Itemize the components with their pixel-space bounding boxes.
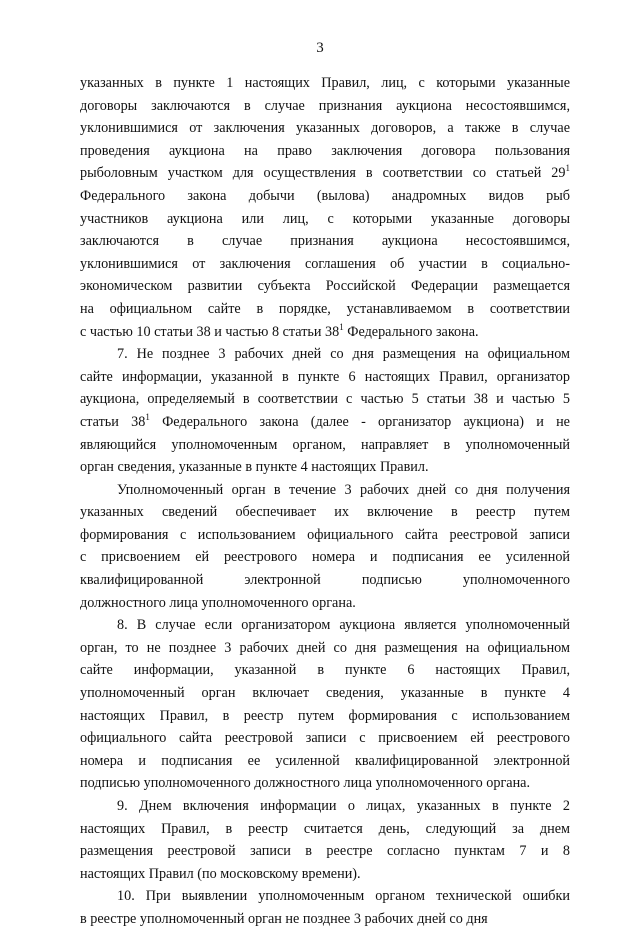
- document-body: [80, 72, 570, 931]
- text-line: [80, 162, 570, 185]
- text-run: официального сайта реестровой записи с присвоением ей реестрового: [80, 730, 570, 747]
- text-run: формирования с использованием официального сайта реестровой записи: [80, 526, 570, 543]
- text-run: настоящих Правил, в реестр путем формирования с использованием: [80, 707, 570, 724]
- text-line: [80, 298, 570, 321]
- text-run: участников аукциона или лиц, с которыми указанные договоры: [80, 210, 570, 227]
- text-run: в реестре уполномоченный орган не позднее 3 рабочих дней со дня: [80, 910, 488, 927]
- text-run: заключаются в случае признания аукциона несостоявшимся,: [80, 233, 570, 250]
- text-line: [80, 637, 570, 660]
- text-run: орган сведения, указанные в пункте 4 настоящих Правил.: [80, 459, 429, 476]
- text-run: номера и подписания ее усиленной квалифицированной электронной: [80, 752, 570, 769]
- text-run: 10. При выявлении уполномоченным органом технической ошибки: [117, 888, 570, 905]
- text-run: проведения аукциона на право заключения договора пользования: [80, 142, 570, 159]
- text-run: уклонившимися от заключения указанных договоров, а также в случае: [80, 120, 570, 137]
- text-run: должностного лица уполномоченного органа.: [80, 594, 356, 611]
- text-line: [80, 434, 570, 457]
- page-number: 3: [316, 40, 324, 56]
- text-run: 8. В случае если организатором аукциона является уполномоченный: [117, 617, 570, 634]
- text-line: [80, 501, 570, 524]
- text-line: [80, 705, 570, 728]
- paragraph-p-10: [80, 885, 570, 930]
- text-line: [80, 185, 570, 208]
- text-run: с присвоением ей реестрового номера и подписания ее усиленной: [80, 549, 570, 566]
- text-run: размещения реестровой записи в реестре согласно пунктам 7 и 8: [80, 843, 570, 860]
- text-run: статьи 38: [80, 413, 146, 430]
- text-run: сайте информации, указанной в пункте 6 настоящих Правил,: [80, 662, 570, 679]
- text-line: [80, 682, 570, 705]
- superscript: 1: [339, 321, 344, 332]
- text-line: [80, 592, 570, 615]
- paragraph-p-continuation: [80, 72, 570, 343]
- superscript: 1: [145, 411, 150, 422]
- text-line: [80, 411, 570, 434]
- paragraph-p-9: [80, 795, 570, 885]
- text-line: [80, 95, 570, 118]
- text-line: [80, 388, 570, 411]
- text-run: указанных в пункте 1 настоящих Правил, лиц, с которыми указанные: [80, 75, 570, 91]
- text-run: Уполномоченный орган в течение 3 рабочих дней со дня получения: [117, 481, 570, 498]
- text-line: [80, 795, 570, 818]
- text-line: [80, 750, 570, 773]
- paragraph-p-8: [80, 614, 570, 795]
- text-line: [80, 863, 570, 886]
- text-line: [80, 614, 570, 637]
- text-line: [80, 343, 570, 366]
- text-line: [80, 479, 570, 502]
- text-run: квалифицированной электронной подписью уполномоченного: [80, 572, 570, 589]
- text-line: [80, 72, 570, 95]
- text-line: [80, 524, 570, 547]
- text-run: Федерального закона (далее - организатор аукциона) и не: [149, 413, 570, 430]
- text-line: [80, 140, 570, 163]
- text-run: указанных сведений обеспечивает их включение в реестр путем: [80, 504, 570, 521]
- text-run: 9. Днем включения информации о лицах, указанных в пункте 2: [117, 798, 570, 814]
- superscript: 1: [565, 163, 570, 174]
- text-line: [80, 818, 570, 841]
- text-line: [80, 321, 570, 344]
- text-run: уклонившимися от заключения соглашения об участии в социально-: [80, 255, 570, 272]
- text-run: 7. Не позднее 3 рабочих дней со дня размещения на официальном: [117, 346, 570, 363]
- text-line: [80, 840, 570, 863]
- text-run: Федерального закона.: [343, 323, 479, 340]
- text-line: [80, 253, 570, 276]
- text-run: являющийся уполномоченным органом, направляет в уполномоченный: [80, 436, 570, 453]
- text-run: аукциона, определяемый в соответствии с частью 5 статьи 38 и частью 5: [80, 391, 570, 408]
- text-run: уполномоченный орган включает сведения, указанные в пункте 4: [80, 685, 570, 702]
- text-line: [80, 772, 570, 795]
- text-run: с частью 10 статьи 38 и частью 8 статьи 38: [80, 323, 340, 340]
- text-line: [80, 727, 570, 750]
- text-line: [80, 366, 570, 389]
- text-run: сайте информации, указанной в пункте 6 настоящих Правил, организатор: [80, 368, 570, 385]
- text-run: настоящих Правил (по московскому времени).: [80, 865, 361, 882]
- text-line: [80, 456, 570, 479]
- text-run: на официальном сайте в порядке, устанавливаемом в соответствии: [80, 300, 570, 317]
- text-run: подписью уполномоченного должностного лица уполномоченного органа.: [80, 775, 531, 792]
- text-line: [80, 275, 570, 298]
- text-run: орган, то не позднее 3 рабочих дней со дня размещения на официальном: [80, 639, 570, 656]
- text-line: [80, 208, 570, 231]
- paragraph-p-7: [80, 343, 570, 479]
- text-run: настоящих Правил, в реестр считается день, следующий за днем: [80, 820, 570, 837]
- text-line: [80, 546, 570, 569]
- text-line: [80, 117, 570, 140]
- text-line: [80, 569, 570, 592]
- text-line: [80, 230, 570, 253]
- text-run: договоры заключаются в случае признания аукциона несостоявшимся,: [80, 97, 570, 114]
- text-run: рыболовным участком для осуществления в соответствии со статьей 29: [80, 165, 566, 182]
- text-run: экономическом развитии субъекта Российской Федерации размещается: [80, 278, 570, 295]
- text-run: Федерального закона добычи (вылова) анадромных видов рыб: [80, 187, 570, 204]
- text-line: [80, 659, 570, 682]
- paragraph-p-7-cont: [80, 479, 570, 615]
- text-line: [80, 908, 570, 931]
